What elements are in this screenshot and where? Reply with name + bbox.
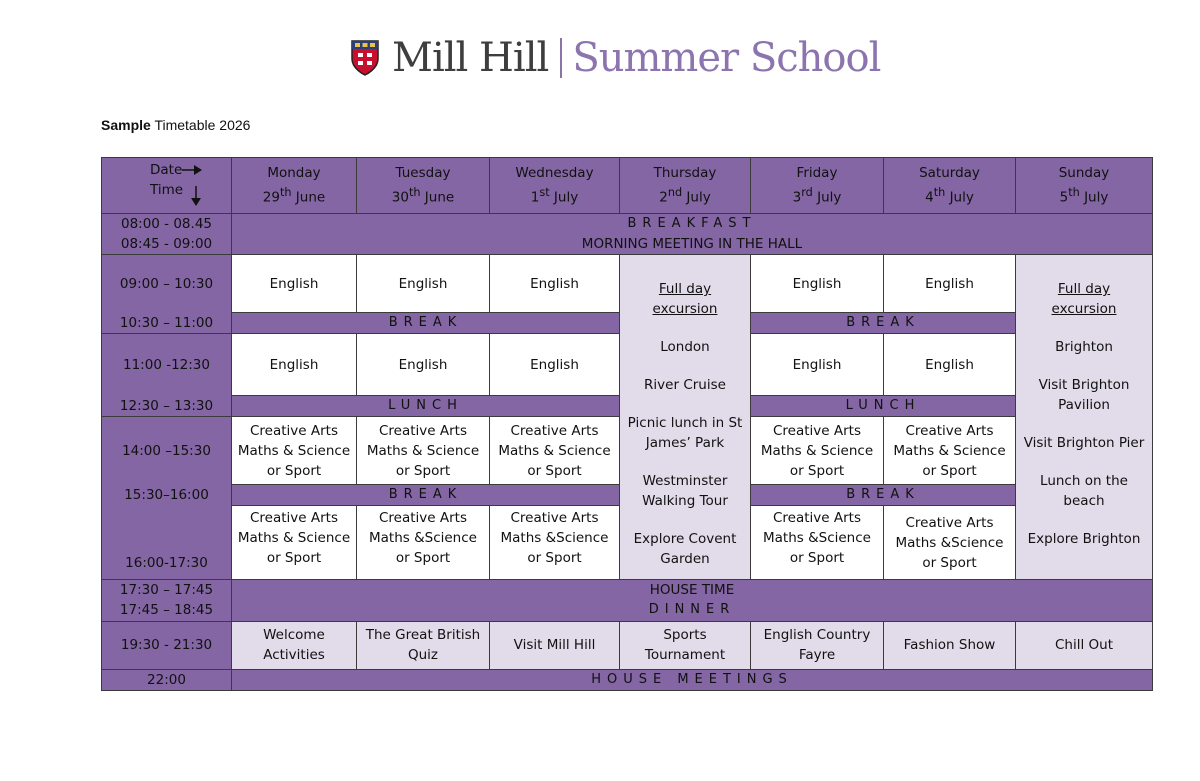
day-name: Wednesday <box>515 165 594 182</box>
lesson-cell: English <box>232 334 357 396</box>
title-bold: Sample <box>101 117 151 133</box>
activity-line: Fayre <box>798 647 836 663</box>
activity-cell <box>357 506 490 580</box>
activity-line: Maths &Science <box>895 534 1004 551</box>
day-header-friday <box>751 158 884 214</box>
day-header-thursday <box>620 158 751 214</box>
day-suffix: th <box>1068 186 1080 200</box>
arrow-down-icon <box>190 186 202 206</box>
breakfast-bar: BREAKFAST <box>232 214 1153 235</box>
excursion-title: Full day <box>1057 281 1111 297</box>
time-cell: 17:45 – 18:45 <box>102 600 232 621</box>
time-cell: 15:30–16:00 <box>102 485 232 506</box>
activity-line: Maths &Science <box>500 530 609 546</box>
activity-line: Welcome <box>263 627 325 643</box>
time-cell: 10:30 – 11:00 <box>102 313 232 334</box>
day-name: Tuesday <box>395 165 451 182</box>
activity-line: Maths &Science <box>369 530 477 546</box>
school-crest-icon <box>350 39 380 77</box>
time-cell: 14:00 –15:30 <box>102 417 232 485</box>
activity-line: Sports <box>663 627 707 643</box>
house-meetings-bar: HOUSE MEETINGS <box>232 669 1153 690</box>
excursion-item: Explore Brighton <box>1027 531 1141 547</box>
activity-line: Creative Arts <box>378 510 467 526</box>
excursion-title: excursion <box>652 301 718 317</box>
time-cell: 09:00 – 10:30 <box>102 255 232 313</box>
activity-line: Maths & Science <box>498 442 611 459</box>
day-month: July <box>945 189 974 206</box>
evening-activity-tuesday <box>357 621 490 669</box>
day-number: 4 <box>925 189 934 206</box>
lesson-cell: English <box>490 334 620 396</box>
evening-activity-thursday <box>620 621 751 669</box>
date-label: Date <box>150 162 183 178</box>
time-cell: 08:45 - 09:00 <box>102 234 232 255</box>
brand-header <box>350 30 880 86</box>
day-number: 29 <box>262 189 280 206</box>
dinner-bar: DINNER <box>232 600 1153 621</box>
lesson-cell: English <box>751 255 884 313</box>
lunch-bar: LUNCH <box>751 396 1016 417</box>
activity-line: Maths &Science <box>763 530 871 546</box>
excursion-item: Pavilion <box>1058 397 1110 413</box>
activity-line: or Sport <box>266 550 322 566</box>
activity-cell <box>232 417 357 485</box>
day-header-tuesday <box>357 158 490 214</box>
day-number: 3 <box>792 189 802 206</box>
activity-line: Creative Arts <box>249 510 338 526</box>
day-suffix: th <box>279 186 292 200</box>
day-suffix: th <box>933 186 946 200</box>
time-label: Time <box>150 182 184 198</box>
title-rest: Timetable 2026 <box>150 117 251 133</box>
day-month: June <box>291 189 326 206</box>
evening-activity-friday <box>751 621 884 669</box>
activity-line: Creative Arts <box>772 422 861 439</box>
excursion-item: Lunch on the <box>1040 473 1128 489</box>
day-name: Thursday <box>653 165 717 182</box>
activity-line: Quiz <box>407 647 439 663</box>
lesson-cell: English <box>357 334 490 396</box>
activity-line: or Sport <box>922 462 977 479</box>
time-label: 16:00-17:30 <box>125 555 208 571</box>
document-title <box>101 117 250 133</box>
activity-line: The Great British <box>365 627 481 643</box>
day-suffix: th <box>408 186 421 200</box>
day-month: June <box>420 189 455 206</box>
time-cell <box>102 506 232 580</box>
arrow-right-icon <box>182 164 202 176</box>
activity-line: or Sport <box>789 462 845 479</box>
activity-line: or Sport <box>527 462 582 479</box>
day-header-wednesday <box>490 158 620 214</box>
day-number: 5 <box>1059 189 1069 206</box>
day-number: 2 <box>659 189 668 206</box>
row-dinner <box>102 600 1153 621</box>
activity-line: or Sport <box>395 550 451 566</box>
break-bar: BREAK <box>751 313 1016 334</box>
day-name: Monday <box>267 165 321 182</box>
activity-line: Creative Arts <box>378 422 467 439</box>
excursion-title: excursion <box>1051 301 1117 317</box>
day-month: July <box>682 189 711 206</box>
excursion-title: Full day <box>658 281 712 297</box>
excursion-item: Visit Brighton Pier <box>1023 435 1145 451</box>
activity-line: Activities <box>263 647 325 663</box>
evening-activity-sunday: Chill Out <box>1016 621 1153 669</box>
evening-activity-monday <box>232 621 357 669</box>
morning-meeting-bar: MORNING MEETING IN THE HALL <box>232 234 1153 255</box>
break-bar: BREAK <box>232 485 620 506</box>
day-month: July <box>549 189 579 206</box>
activity-line: Maths & Science <box>237 442 351 459</box>
activity-line: Creative Arts <box>510 510 599 526</box>
activity-line: Maths & Science <box>366 442 480 459</box>
row-house-time <box>102 580 1153 601</box>
time-cell: 12:30 – 13:30 <box>102 396 232 417</box>
house-time-bar: HOUSE TIME <box>232 580 1153 601</box>
excursion-item: Garden <box>660 551 710 567</box>
activity-line: Maths & Science <box>760 442 874 459</box>
break-bar: BREAK <box>232 313 620 334</box>
activity-cell <box>884 417 1016 485</box>
time-cell: 08:00 - 08.45 <box>102 214 232 235</box>
row-evening <box>102 621 1153 669</box>
activity-line: or Sport <box>266 462 322 479</box>
excursion-item: Westminster <box>642 473 728 489</box>
day-header-monday <box>232 158 357 214</box>
evening-activity-saturday: Fashion Show <box>884 621 1016 669</box>
activity-cell <box>490 417 620 485</box>
row-meeting <box>102 234 1153 255</box>
activity-line: or Sport <box>395 462 451 479</box>
activity-cell <box>490 506 620 580</box>
day-name: Friday <box>796 165 838 182</box>
activity-line: English Country <box>763 627 871 643</box>
excursion-item: Picnic lunch in St <box>627 415 743 431</box>
day-month: July <box>812 189 842 206</box>
time-cell: 11:00 -12:30 <box>102 334 232 396</box>
excursion-item: Visit Brighton <box>1038 377 1130 393</box>
excursion-item: Brighton <box>1055 339 1113 355</box>
day-name: Sunday <box>1058 165 1110 182</box>
row-breakfast <box>102 214 1153 235</box>
day-number: 1 <box>530 189 540 206</box>
row-house-meetings <box>102 669 1153 690</box>
sunday-excursion <box>1016 255 1153 580</box>
activity-line: Creative Arts <box>905 422 994 439</box>
activity-line: Maths & Science <box>237 530 351 546</box>
day-number: 30 <box>391 189 409 206</box>
thursday-excursion <box>620 255 751 580</box>
brand-name: Mill Hill <box>392 35 549 81</box>
excursion-item: James’ Park <box>645 435 725 451</box>
activity-line: or Sport <box>922 554 977 571</box>
activity-line: Creative Arts <box>905 514 994 531</box>
brand-divider <box>560 38 562 78</box>
day-header-saturday <box>884 158 1016 214</box>
excursion-item: River Cruise <box>644 377 726 393</box>
lunch-bar: LUNCH <box>232 396 620 417</box>
excursion-item: Walking Tour <box>642 493 728 509</box>
header-row <box>102 158 1153 214</box>
time-cell: 22:00 <box>102 669 232 690</box>
activity-line: Creative Arts <box>772 510 861 526</box>
activity-cell <box>357 417 490 485</box>
activity-line: Creative Arts <box>510 422 599 439</box>
brand-subtitle: Summer School <box>572 35 881 81</box>
lesson-cell: English <box>232 255 357 313</box>
activity-line: Creative Arts <box>249 422 338 439</box>
day-header-sunday <box>1016 158 1153 214</box>
timetable <box>101 157 1153 691</box>
activity-line: or Sport <box>527 550 582 566</box>
activity-cell <box>232 506 357 580</box>
row-morning-1 <box>102 255 1153 313</box>
lesson-cell: English <box>884 334 1016 396</box>
lesson-cell: English <box>490 255 620 313</box>
activity-cell <box>751 417 884 485</box>
lesson-cell: English <box>357 255 490 313</box>
date-time-header <box>102 158 232 214</box>
excursion-item: beach <box>1063 493 1105 509</box>
activity-cell <box>884 506 1016 580</box>
activity-line: Tournament <box>644 647 726 663</box>
activity-cell <box>751 506 884 580</box>
activity-line: Maths & Science <box>893 442 1006 459</box>
day-suffix: rd <box>801 186 813 200</box>
evening-activity-wednesday: Visit Mill Hill <box>490 621 620 669</box>
time-cell: 19:30 - 21:30 <box>102 621 232 669</box>
lesson-cell: English <box>884 255 1016 313</box>
day-suffix: nd <box>667 186 683 200</box>
break-bar: BREAK <box>751 485 1016 506</box>
day-suffix: st <box>539 186 550 200</box>
day-name: Saturday <box>919 165 980 182</box>
time-cell: 17:30 – 17:45 <box>102 580 232 601</box>
excursion-item: London <box>660 339 710 355</box>
excursion-item: Explore Covent <box>633 531 737 547</box>
day-month: July <box>1079 189 1109 206</box>
activity-line: or Sport <box>789 550 845 566</box>
lesson-cell: English <box>751 334 884 396</box>
